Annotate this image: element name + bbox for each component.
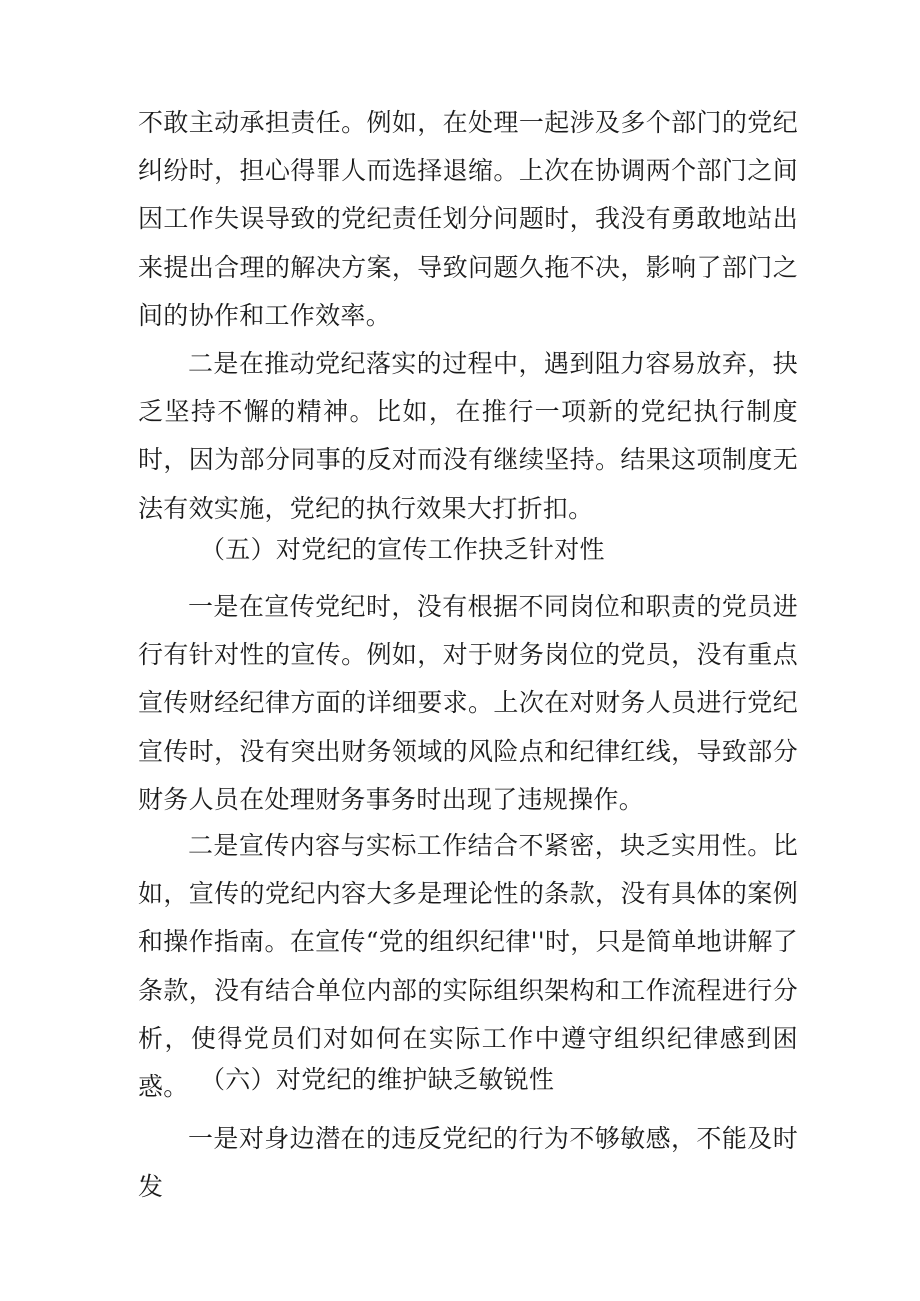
paragraph-continued: 不敢主动承担责任。例如，在处理一起涉及多个部门的党纪纠纷时，担心得罪人而选择退缩。上次在协调两个部门之间因工作失误导致的党纪责任划分问题时，我没有勇敢地站出来提出合理的解决方案，导致问题久拖不决，影响了部门之间的协作和工作效率。 [138,108,798,330]
section-heading-five: （五）对党纪的宣传工作抉乏针对性 [200,535,605,564]
paragraph-push-discipline: 二是在推动党纪落实的过程中，遇到阻力容易放弃，抉乏坚持不懈的精神。比如，在推行一项新的党纪执行制度时，因为部分同事的反对而没有继续坚持。结果这项制度无法有效实施，党纪的执行效果大打折扣。 [138,349,798,523]
section-heading-six: （六）对党纪的维护缺乏敏锐性 [200,1065,555,1094]
paragraph-sensitivity: 一是对身边潜在的违反党纪的行为不够敏感，不能及时发 [138,1124,798,1202]
paragraph-publicity-content: 二是宣传内容与实标工作结合不紧密，块乏实用性。比如，宣传的党纪内容大多是理论性的条款，没有具体的案例和操作指南。在宣传“党的组织纪律''时，只是简单地讲解了条款，没有结合单位内部的实际组织架构和工作流程进行分析，使得党员们对如何在实际工作中遵守组织纪律感到困惑。 [138,831,798,1102]
paragraph-targeted-publicity: 一是在宣传党纪时，没有根据不同岗位和职责的党员进行有针对性的宣传。例如，对于财务岗位的党员，没有重点宣传财经纪律方面的详细要求。上次在对财务人员进行党纪宣传时，没有突出财务领域的风险点和纪律红线，导致部分财务人员在处理财务事务时出现了违规操作。 [138,592,798,814]
